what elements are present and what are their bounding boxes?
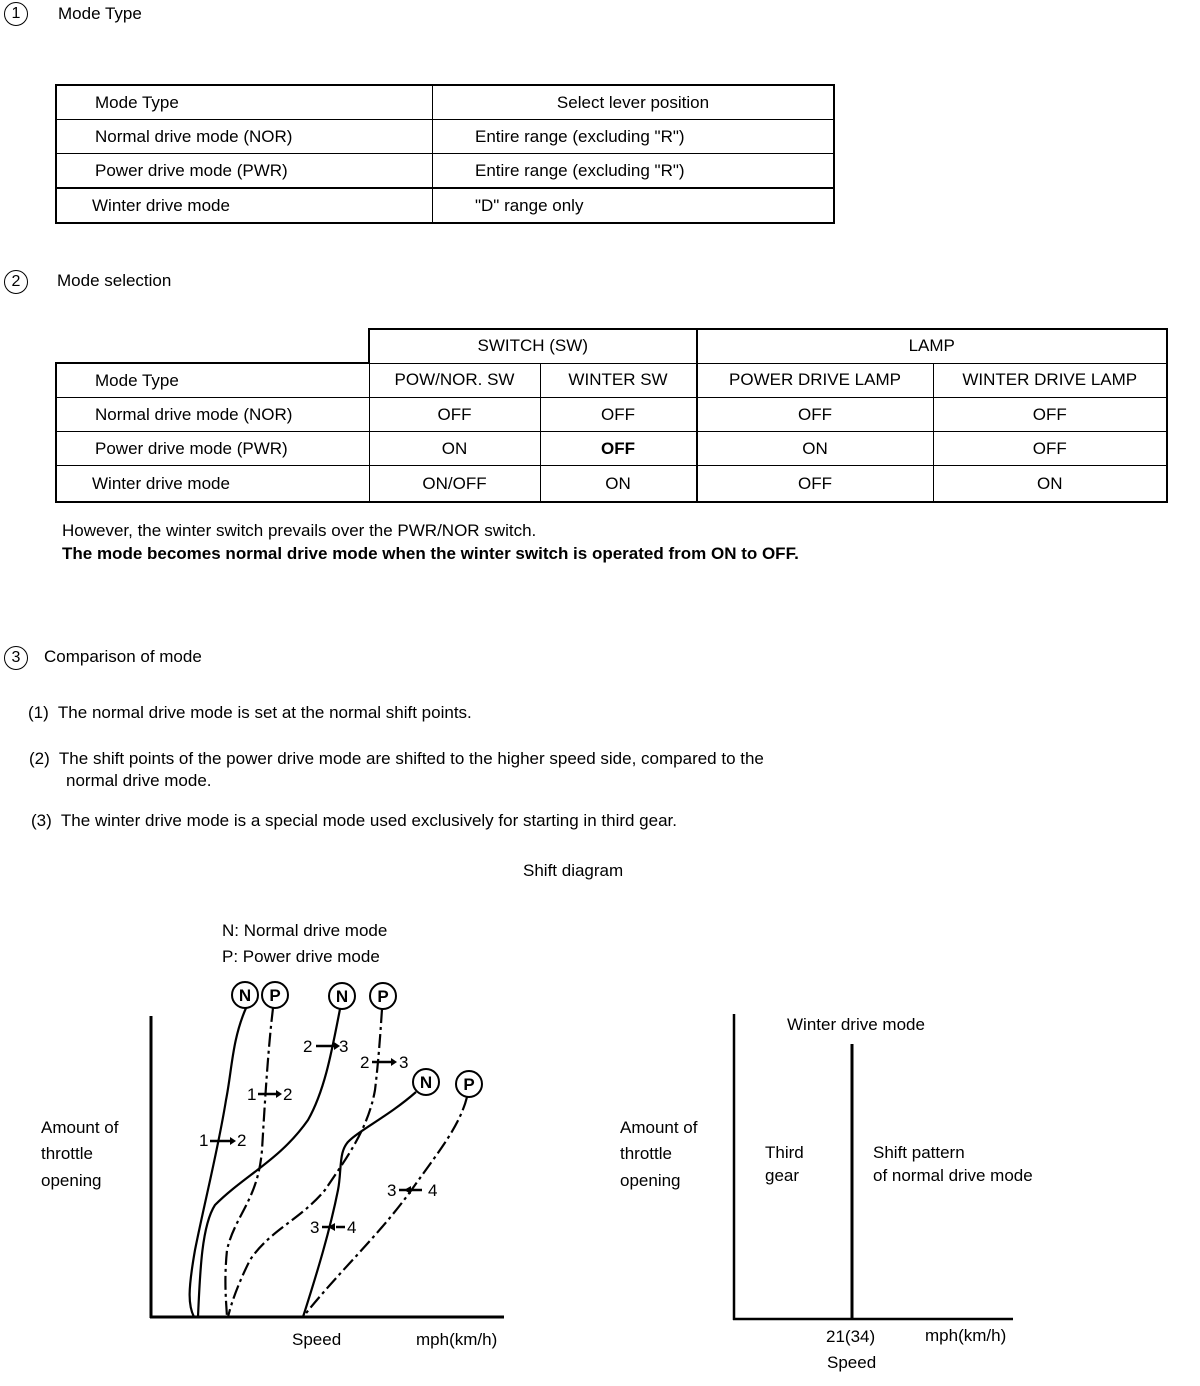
table-row	[56, 398, 1167, 432]
header-mode-type: Mode Type	[56, 363, 369, 398]
list-item-text: The normal drive mode is set at the normal shift points.	[57, 703, 472, 722]
cell-winter-sw: OFF	[540, 398, 697, 432]
svg-text:3: 3	[339, 1037, 349, 1056]
list-item-number: (2)	[29, 749, 50, 768]
shift-label-n-2-3	[303, 1037, 348, 1056]
marker-n-12	[232, 982, 258, 1008]
cell-mode: Power drive mode (PWR)	[56, 432, 369, 466]
table-row	[56, 188, 834, 223]
marker-p-23	[370, 983, 396, 1009]
list-item-2-cont: normal drive mode.	[66, 771, 212, 790]
xlabel-unit: mph(km/h)	[416, 1330, 498, 1349]
section-number-1: 1	[4, 2, 28, 26]
list-item-number: (3)	[31, 811, 52, 830]
cell-winter-lamp: OFF	[933, 432, 1167, 466]
xlabel-speed: Speed	[292, 1330, 342, 1349]
cell-mode: Winter drive mode	[56, 466, 369, 503]
header-mode-type: Mode Type	[56, 85, 433, 120]
curve-p-3-4	[303, 1097, 467, 1317]
cell-power-lamp: ON	[697, 432, 934, 466]
region-normal-pattern-line2: of normal drive mode	[873, 1166, 1033, 1185]
table-header-row	[56, 363, 1167, 398]
svg-text:4: 4	[428, 1181, 438, 1200]
section1-title: Mode Type	[58, 4, 142, 23]
region-normal-pattern-line1: Shift pattern	[873, 1143, 965, 1162]
threshold-speed: 21(34)	[826, 1327, 876, 1346]
ylabel-line2: throttle	[620, 1144, 672, 1163]
svg-text:4: 4	[347, 1218, 357, 1237]
svg-text:N: N	[238, 986, 252, 1005]
curve-n-1-2	[190, 1008, 246, 1317]
list-item-2	[29, 749, 764, 769]
shift-label-n-3-4	[310, 1218, 356, 1237]
ylabel-line1: Amount of	[620, 1118, 698, 1137]
mode-selection-table	[55, 328, 1168, 503]
shift-point-labels	[199, 1037, 437, 1237]
marker-p-34	[456, 1071, 482, 1097]
cell-power-lamp: OFF	[697, 398, 934, 432]
list-item-text: The winter drive mode is a special mode used exclusively for starting in third gear.	[60, 811, 677, 830]
header-winter-sw: WINTER SW	[540, 363, 697, 398]
curve-n-2-3	[198, 1009, 340, 1317]
cell-winter-sw: ON	[540, 466, 697, 503]
group-header-lamp: LAMP	[697, 329, 1168, 363]
svg-text:1: 1	[199, 1131, 209, 1150]
svg-text:3: 3	[310, 1218, 320, 1237]
cell-winter-sw: OFF	[540, 432, 697, 466]
section-number-2: 2	[4, 270, 28, 294]
svg-text:2: 2	[237, 1131, 247, 1150]
region-third-gear-line2: gear	[765, 1166, 800, 1185]
shift-diagram-winter	[600, 1000, 1100, 1386]
shift-diagram-normal-power	[0, 900, 560, 1386]
marker-p-12	[262, 982, 288, 1008]
section3-title: Comparison of mode	[44, 647, 202, 666]
header-select-lever: Select lever position	[433, 85, 835, 120]
cell-pow-nor: OFF	[369, 398, 540, 432]
cell-lever: "D" range only	[433, 188, 835, 223]
legend-power: P: Power drive mode	[222, 947, 380, 966]
cell-mode: Winter drive mode	[56, 188, 433, 223]
cell-mode: Normal drive mode (NOR)	[56, 398, 369, 432]
svg-text:P: P	[269, 986, 281, 1005]
legend-normal: N: Normal drive mode	[222, 921, 388, 940]
group-header-switch: SWITCH (SW)	[369, 329, 697, 363]
curve-n-3-4	[303, 1092, 416, 1317]
table-row	[56, 432, 1167, 466]
ylabel-line1: Amount of	[41, 1118, 119, 1137]
svg-text:3: 3	[387, 1181, 397, 1200]
table-row	[56, 154, 834, 189]
section2-title: Mode selection	[57, 271, 172, 290]
list-item-number: (1)	[28, 703, 49, 722]
table-header-row	[56, 85, 834, 120]
cell-winter-lamp: ON	[933, 466, 1167, 503]
ylabel-line3: opening	[41, 1171, 102, 1190]
ylabel-line2: throttle	[41, 1144, 93, 1163]
svg-text:N: N	[335, 987, 349, 1006]
ylabel-line3: opening	[620, 1171, 681, 1190]
header-winter-drive-lamp: WINTER DRIVE LAMP	[933, 363, 1167, 398]
cell-lever: Entire range (excluding "R")	[433, 154, 835, 189]
svg-text:N: N	[419, 1073, 433, 1092]
svg-text:3: 3	[399, 1053, 409, 1072]
list-item-text: The shift points of the power drive mode are shifted to the higher speed side, compared to the	[58, 749, 764, 768]
marker-n-34	[413, 1069, 439, 1095]
cell-mode: Normal drive mode (NOR)	[56, 120, 433, 154]
axes	[150, 1016, 504, 1318]
note-winter-prevails: However, the winter switch prevails over the PWR/NOR switch.	[62, 521, 537, 540]
shift-label-n-1-2	[199, 1131, 246, 1150]
svg-text:P: P	[377, 987, 389, 1006]
table-row	[56, 466, 1167, 503]
group-header-row	[56, 329, 1167, 363]
xlabel-speed: Speed	[827, 1353, 877, 1372]
section-number-3: 3	[4, 646, 28, 670]
list-item-1	[28, 703, 472, 723]
winter-diagram-title: Winter drive mode	[787, 1015, 925, 1034]
table-row	[56, 120, 834, 154]
cell-mode: Power drive mode (PWR)	[56, 154, 433, 189]
svg-text:2: 2	[303, 1037, 313, 1056]
cell-pow-nor: ON	[369, 432, 540, 466]
xlabel-unit: mph(km/h)	[925, 1326, 1007, 1345]
list-item-3	[31, 811, 677, 831]
mode-type-table	[55, 84, 835, 224]
shift-label-p-2-3	[360, 1053, 408, 1072]
svg-text:2: 2	[283, 1085, 293, 1104]
note-mode-becomes-normal: The mode becomes normal drive mode when the winter switch is operated from ON to OFF.	[62, 544, 799, 563]
cell-pow-nor: ON/OFF	[369, 466, 540, 503]
shift-label-p-1-2	[247, 1085, 292, 1104]
blank-cell	[56, 329, 369, 363]
region-third-gear-line1: Third	[765, 1143, 804, 1162]
marker-n-23	[329, 983, 355, 1009]
svg-text:2: 2	[360, 1053, 370, 1072]
cell-power-lamp: OFF	[697, 466, 934, 503]
cell-lever: Entire range (excluding "R")	[433, 120, 835, 154]
svg-text:1: 1	[247, 1085, 257, 1104]
svg-text:P: P	[463, 1075, 475, 1094]
shift-diagram-title: Shift diagram	[523, 861, 624, 880]
cell-winter-lamp: OFF	[933, 398, 1167, 432]
header-power-drive-lamp: POWER DRIVE LAMP	[697, 363, 934, 398]
header-pow-nor-sw: POW/NOR. SW	[369, 363, 540, 398]
shift-label-p-3-4	[387, 1181, 437, 1200]
